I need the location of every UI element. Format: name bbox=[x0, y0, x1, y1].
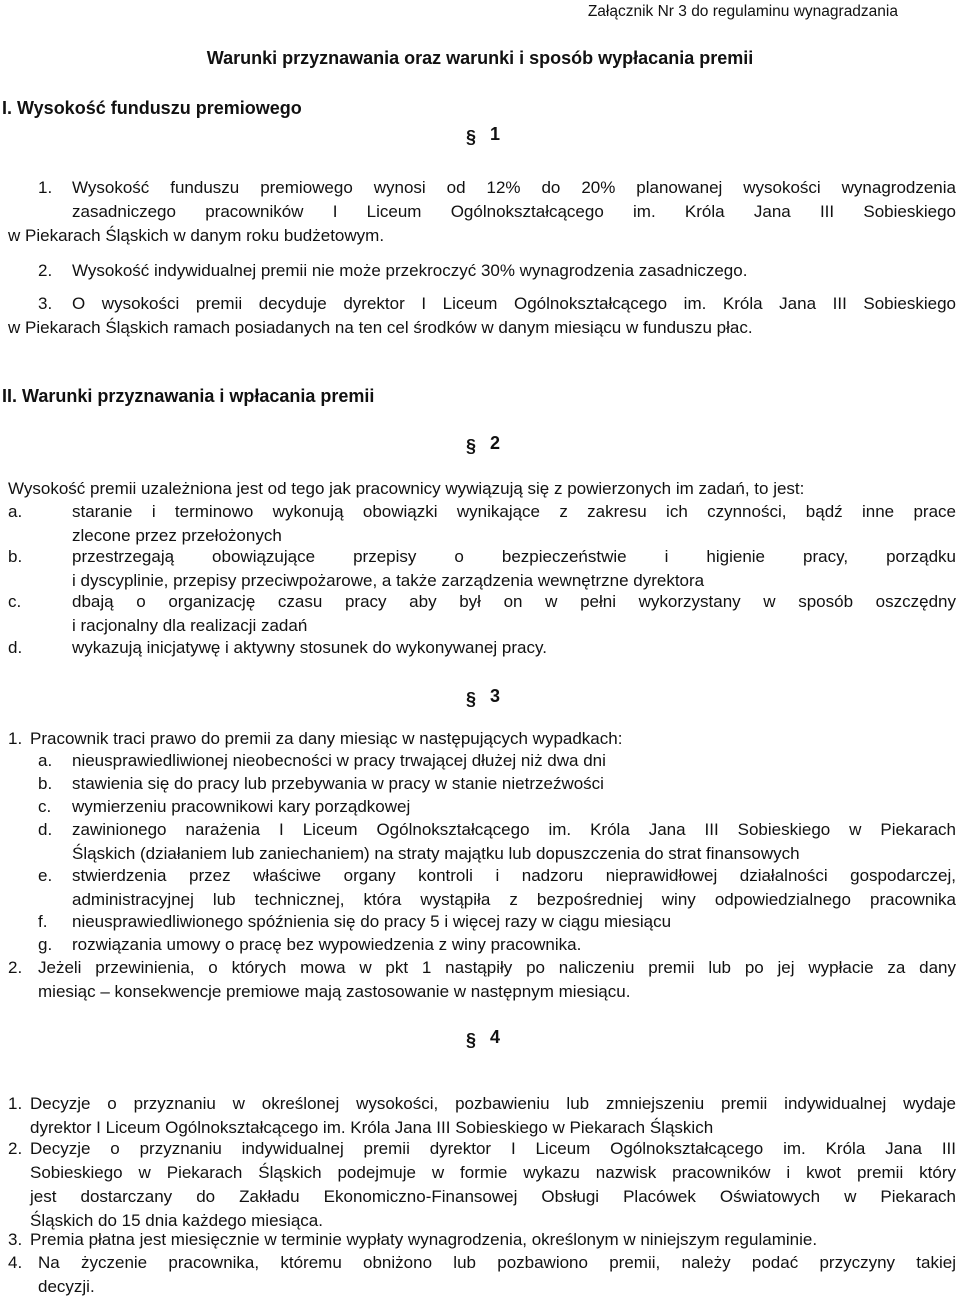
list-item bbox=[8, 1251, 956, 1299]
item-line: w Piekarach Śląskich ramach posiadanych na ten cel środków w danym miesiącu w funduszu płac. bbox=[8, 318, 753, 337]
section-intro: Wysokość premii uzależniona jest od tego jak pracownicy wywiązują się z powierzonych im zadań, to jest: bbox=[8, 479, 805, 498]
list-item bbox=[38, 864, 956, 912]
paragraph-number: 1 bbox=[490, 124, 501, 144]
item-line: decyzji. bbox=[38, 1277, 95, 1296]
paragraph-number: 2 bbox=[490, 433, 501, 453]
paragraph-marker-2 bbox=[466, 431, 500, 455]
item-line: Sobieskiego w Piekarach Śląskich podejmuje w formie wykazu nazwisk pracowników i kwot premii który bbox=[30, 1163, 956, 1182]
item-number: 4. bbox=[8, 1253, 23, 1272]
item-line: jest dostarczany do Zakładu Ekonomiczno-Finansowej Obsługi Placówek Oświatowych w Piekarach bbox=[30, 1187, 956, 1206]
list-item bbox=[8, 1228, 956, 1252]
item-line: Jeżeli przewinienia, o których mowa w pkt 1 nastąpiły po naliczeniu premii lub po jej wypłacie za dany bbox=[38, 958, 956, 977]
item-line: zlecone przez przełożonych bbox=[72, 526, 282, 545]
item-number: 3. bbox=[38, 294, 53, 313]
item-line: O wysokości premii decyduje dyrektor I Liceum Ogólnokształcącego im. Króla Jana III Sobieskiego bbox=[72, 294, 956, 313]
item-letter: b. bbox=[38, 774, 53, 793]
list-item bbox=[38, 910, 956, 934]
item-letter: b. bbox=[8, 547, 23, 566]
section-sign-icon: § bbox=[466, 436, 477, 456]
document-title: Warunki przyznawania oraz warunki i sposób wypłacania premii bbox=[206, 48, 754, 68]
item-line: dbają o organizację czasu pracy aby był on w pełni wykorzystany w sposób oszczędny bbox=[72, 592, 956, 611]
item-line: Śląskich (działaniem lub zaniechaniem) na straty majątku lub dopuszczenia do strat finansowych bbox=[72, 844, 800, 863]
list-item bbox=[38, 933, 956, 957]
paragraph-marker-3 bbox=[466, 684, 500, 708]
item-letter: e. bbox=[38, 866, 53, 885]
list-item bbox=[38, 795, 956, 819]
list-item bbox=[8, 1137, 956, 1233]
list-item bbox=[8, 956, 956, 1004]
list-item bbox=[38, 259, 956, 283]
item-letter: a. bbox=[8, 502, 23, 521]
item-line: i dyscyplinie, przepisy przeciwpożarowe, a także zarządzenia wewnętrzne dyrektora bbox=[72, 571, 705, 590]
item-line: dyrektor I Liceum Ogólnokształcącego im. Króla Jana III Sobieskiego w Piekarach Śląskich bbox=[30, 1118, 714, 1137]
list-item bbox=[8, 176, 956, 248]
section-sign-icon: § bbox=[466, 1030, 477, 1050]
item-line: Decyzje o przyznaniu indywidualnej premii dyrektor I Liceum Ogólnokształcącego im. Króla Jana III bbox=[30, 1139, 956, 1158]
item-line: miesiąc – konsekwencje premiowe mają zastosowanie w następnym miesiącu. bbox=[38, 982, 631, 1001]
item-line: nieusprawiedliwionej nieobecności w pracy trwającej dłużej niż dwa dni bbox=[72, 751, 606, 770]
item-line: Decyzje o przyznaniu w określonej wysokości, pozbawieniu lub zmniejszeniu premii indywidualnej wydaje bbox=[30, 1094, 956, 1113]
item-number: 1. bbox=[38, 178, 53, 197]
list-item bbox=[8, 1092, 956, 1140]
section-heading-2: II. Warunki przyznawania i wpłacania premii bbox=[2, 386, 375, 406]
paragraph-number: 4 bbox=[490, 1027, 501, 1047]
item-line: i racjonalny dla realizacji zadań bbox=[72, 616, 308, 635]
item-number: 1. bbox=[8, 1094, 23, 1113]
item-line: zasadniczego pracowników I Liceum Ogólnokształcącego im. Króla Jana III Sobieskiego bbox=[72, 202, 956, 221]
item-line: Pracownik traci prawo do premii za dany miesiąc w następujących wypadkach: bbox=[30, 729, 623, 748]
item-number: 2. bbox=[8, 1139, 23, 1158]
section-heading-1: I. Wysokość funduszu premiowego bbox=[2, 98, 302, 118]
list-item bbox=[8, 727, 956, 751]
item-number: 1. bbox=[8, 729, 23, 748]
item-line: wykazują inicjatywę i aktywny stosunek do wykonywanej pracy. bbox=[72, 638, 547, 657]
item-letter: d. bbox=[8, 638, 23, 657]
paragraph-marker-1 bbox=[466, 122, 500, 146]
item-letter: c. bbox=[8, 592, 22, 611]
annex-note: Załącznik Nr 3 do regulaminu wynagradzania bbox=[587, 3, 898, 20]
paragraph-number: 3 bbox=[490, 686, 501, 706]
list-item bbox=[8, 636, 956, 660]
item-line: rozwiązania umowy o pracę bez wypowiedzenia z winy pracownika. bbox=[72, 935, 582, 954]
item-line: w Piekarach Śląskich w danym roku budżetowym. bbox=[8, 226, 385, 245]
item-letter: c. bbox=[38, 797, 52, 816]
item-line: staranie i terminowo wykonują obowiązki wynikające z zakresu ich czynności, bądź inne prace bbox=[72, 502, 956, 521]
section-sign-icon: § bbox=[466, 127, 477, 147]
item-letter: g. bbox=[38, 935, 53, 954]
list-item bbox=[38, 772, 956, 796]
item-letter: f. bbox=[38, 912, 48, 931]
item-line: Wysokość funduszu premiowego wynosi od 12% do 20% planowanej wysokości wynagrodzenia bbox=[72, 178, 956, 197]
list-item bbox=[8, 545, 956, 593]
item-line: przestrzegają obowiązujące przepisy o bezpieczeństwie i higienie pracy, porządku bbox=[72, 547, 956, 566]
item-number: 2. bbox=[38, 261, 53, 280]
paragraph-marker-4 bbox=[466, 1025, 500, 1049]
list-item bbox=[38, 818, 956, 866]
list-item bbox=[8, 500, 956, 548]
item-line: zawinionego narażenia I Liceum Ogólnokształcącego im. Króla Jana III Sobieskiego w Piekarach bbox=[72, 820, 956, 839]
item-number: 3. bbox=[8, 1230, 23, 1249]
list-item bbox=[38, 749, 956, 773]
item-line: stwierdzenia przez właściwe organy kontroli i nadzoru nieprawidłowej działalności gospodarczej, bbox=[72, 866, 956, 885]
item-line: Śląskich do 15 dnia każdego miesiąca. bbox=[30, 1211, 323, 1230]
item-line: Premia płatna jest miesięcznie w terminie wypłaty wynagrodzenia, określonym w niniejszym regulaminie. bbox=[30, 1230, 818, 1249]
item-line: nieusprawiedliwionego spóźnienia się do pracy 5 i więcej razy w ciągu miesiącu bbox=[72, 912, 672, 931]
item-letter: d. bbox=[38, 820, 53, 839]
item-number: 2. bbox=[8, 958, 23, 977]
section-sign-icon: § bbox=[466, 689, 477, 709]
item-line: stawienia się do pracy lub przebywania w pracy w stanie nietrzeźwości bbox=[72, 774, 604, 793]
item-line: Wysokość indywidualnej premii nie może przekroczyć 30% wynagrodzenia zasadniczego. bbox=[72, 261, 748, 280]
item-line: wymierzeniu pracownikowi kary porządkowej bbox=[72, 797, 411, 816]
list-item bbox=[8, 590, 956, 638]
item-line: administracyjnej lub technicznej, która wystąpiła z bezpośredniej winy odpowiedzialnego pracownika bbox=[72, 890, 956, 909]
item-letter: a. bbox=[38, 751, 53, 770]
list-item bbox=[8, 292, 956, 340]
item-line: Na życzenie pracownika, któremu obniżono lub pozbawiono premii, należy podać przyczyny takiej bbox=[38, 1253, 956, 1272]
